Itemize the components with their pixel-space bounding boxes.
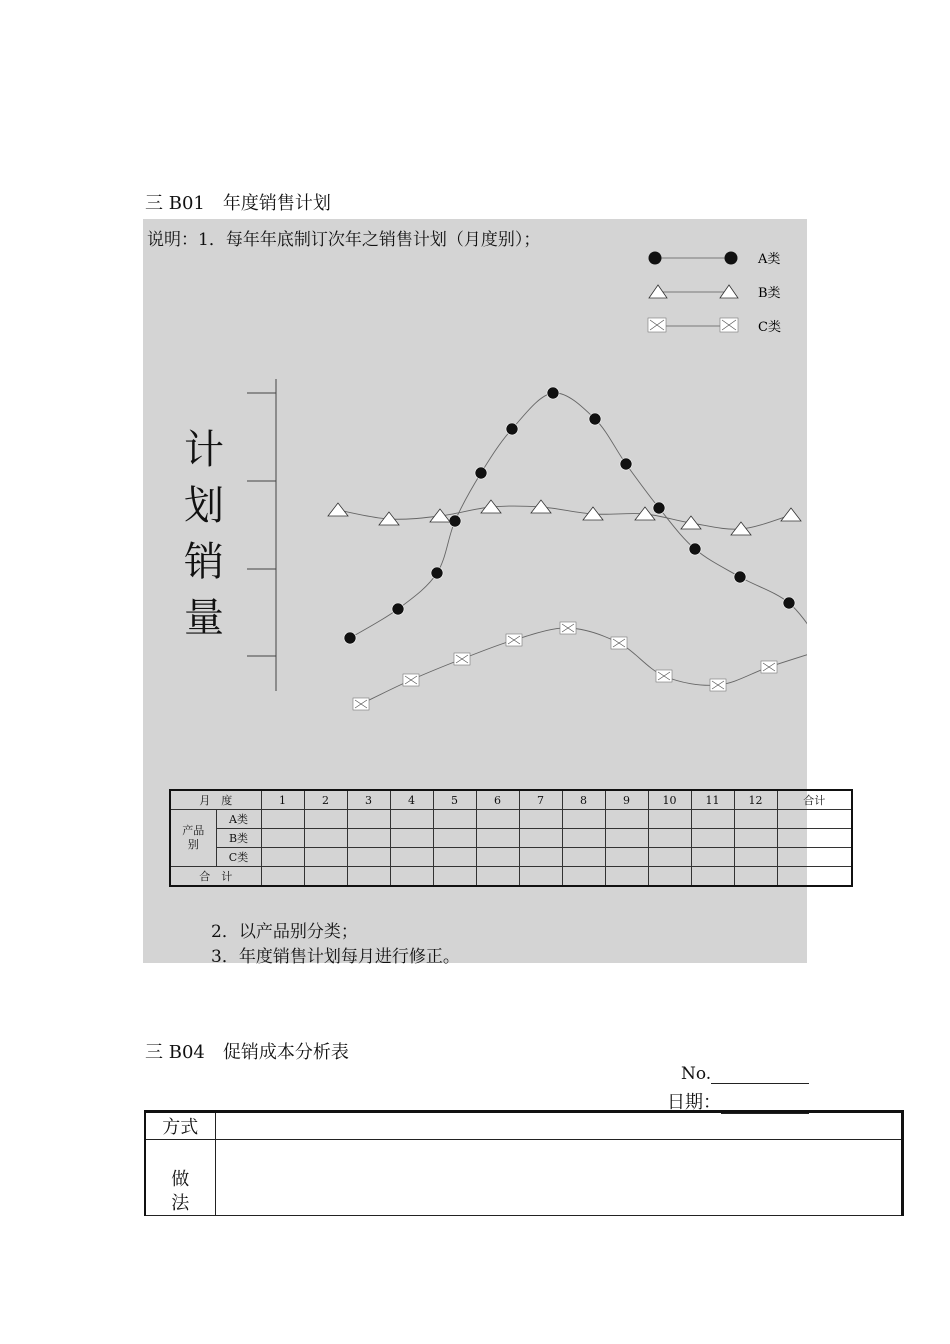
series-1-point-4 bbox=[449, 515, 461, 527]
table-row bbox=[170, 829, 852, 848]
table-cell[interactable] bbox=[648, 829, 691, 848]
series-1-point-6 bbox=[506, 423, 518, 435]
series-3-point-8 bbox=[710, 679, 726, 691]
table-cell[interactable] bbox=[562, 829, 605, 848]
table-cell[interactable] bbox=[390, 848, 433, 867]
legend-a-label: A类 bbox=[758, 252, 781, 267]
series-3-point-2 bbox=[403, 674, 419, 686]
table-cell[interactable] bbox=[777, 810, 852, 829]
table-row-label: B类 bbox=[216, 829, 261, 848]
series-1-point-8 bbox=[589, 413, 601, 425]
row-label-practice bbox=[145, 1140, 215, 1216]
note-line-2: 2．以产品别分类； bbox=[211, 922, 358, 942]
table-row-label: C类 bbox=[216, 848, 261, 867]
table-header-month-2: 2 bbox=[304, 790, 347, 810]
table-cell[interactable] bbox=[605, 867, 648, 887]
table-cell[interactable] bbox=[648, 867, 691, 887]
legend-c-marker-right bbox=[720, 318, 738, 332]
table-header-month-12: 12 bbox=[734, 790, 777, 810]
table-header-month-3: 3 bbox=[347, 790, 390, 810]
series-1-point-5 bbox=[475, 467, 487, 479]
legend-c-marker-left bbox=[648, 318, 666, 332]
chart-legend bbox=[648, 251, 781, 335]
ylabel-char-1: 计 bbox=[184, 427, 224, 473]
chart-ylabel bbox=[180, 427, 230, 660]
date-label: 日期： bbox=[667, 1092, 721, 1113]
series-3-point-7 bbox=[656, 670, 672, 682]
no-input-line[interactable] bbox=[711, 1069, 809, 1084]
legend-b-label: B类 bbox=[758, 286, 781, 301]
table-cell[interactable] bbox=[390, 810, 433, 829]
series-3-point-1 bbox=[353, 698, 369, 710]
legend-c-label: C类 bbox=[758, 320, 781, 335]
table-header-month-11: 11 bbox=[691, 790, 734, 810]
table-header-month-1: 1 bbox=[261, 790, 304, 810]
chart-axis bbox=[247, 379, 276, 691]
table-cell[interactable] bbox=[261, 848, 304, 867]
table-cell[interactable] bbox=[433, 848, 476, 867]
series-1-point-10 bbox=[653, 502, 665, 514]
table-row bbox=[170, 848, 852, 867]
method-cell[interactable] bbox=[215, 1112, 903, 1140]
table-cell[interactable] bbox=[605, 848, 648, 867]
table-row bbox=[170, 810, 852, 829]
table-header-month-10: 10 bbox=[648, 790, 691, 810]
table-cell[interactable] bbox=[433, 867, 476, 887]
table-cell[interactable] bbox=[562, 848, 605, 867]
table-cell[interactable] bbox=[519, 829, 562, 848]
series-3-point-5 bbox=[560, 622, 576, 634]
table-cell[interactable] bbox=[347, 848, 390, 867]
table-header-month-7: 7 bbox=[519, 790, 562, 810]
table-cell[interactable] bbox=[304, 867, 347, 887]
series-line-2 bbox=[338, 506, 791, 529]
series-1-point-9 bbox=[620, 458, 632, 470]
table-header-month-6: 6 bbox=[476, 790, 519, 810]
table-cell[interactable] bbox=[476, 810, 519, 829]
table-cell[interactable] bbox=[261, 867, 304, 887]
series-1-point-12 bbox=[734, 571, 746, 583]
table-cell[interactable] bbox=[777, 829, 852, 848]
series-1-point-3 bbox=[431, 567, 443, 579]
table-cell[interactable] bbox=[476, 867, 519, 887]
table-header-row bbox=[170, 790, 852, 810]
table-cell[interactable] bbox=[734, 867, 777, 887]
table-cell[interactable] bbox=[476, 829, 519, 848]
monthly-sales-table bbox=[169, 789, 853, 887]
table-cell[interactable] bbox=[347, 867, 390, 887]
series-2-point-9 bbox=[731, 522, 751, 535]
promo-cost-table bbox=[144, 1110, 904, 1216]
series-1-point-2 bbox=[392, 603, 404, 615]
series-2-point-3 bbox=[430, 509, 450, 522]
table-cell[interactable] bbox=[648, 848, 691, 867]
note-line-1: 说明：1．每年年底制订次年之销售计划（月度别）； bbox=[147, 230, 541, 250]
table-cell[interactable] bbox=[390, 829, 433, 848]
table-cell[interactable] bbox=[734, 848, 777, 867]
sales-plan-chart bbox=[143, 219, 807, 779]
table-cell[interactable] bbox=[347, 829, 390, 848]
series-line-1 bbox=[350, 393, 807, 645]
table-cell[interactable] bbox=[691, 810, 734, 829]
table-cell[interactable] bbox=[691, 848, 734, 867]
table-cell[interactable] bbox=[347, 810, 390, 829]
series-2-point-10 bbox=[781, 508, 801, 521]
series-3-point-3 bbox=[454, 653, 470, 665]
practice-label-char-1: 做 bbox=[171, 1169, 190, 1191]
ylabel-char-4: 量 bbox=[184, 595, 224, 641]
series-2-point-8 bbox=[681, 516, 701, 529]
legend-a-marker-left bbox=[649, 252, 662, 265]
practice-label-char-2: 法 bbox=[171, 1192, 190, 1214]
table-cell[interactable] bbox=[734, 829, 777, 848]
series-3-point-4 bbox=[506, 634, 522, 646]
series-3-point-6 bbox=[611, 637, 627, 649]
table-cell[interactable] bbox=[304, 848, 347, 867]
table-total-row bbox=[170, 867, 852, 887]
table-cell[interactable] bbox=[519, 810, 562, 829]
note-line-3: 3．年度销售计划每月进行修正。 bbox=[211, 947, 460, 967]
practice-cell[interactable] bbox=[215, 1140, 903, 1216]
series-1-point-1 bbox=[344, 632, 356, 644]
table-cell[interactable] bbox=[691, 829, 734, 848]
table-total-label: 合 计 bbox=[170, 867, 261, 887]
table-cell[interactable] bbox=[734, 810, 777, 829]
table-cell[interactable] bbox=[476, 848, 519, 867]
no-field bbox=[681, 1064, 809, 1084]
table-cell[interactable] bbox=[519, 867, 562, 887]
table-cell[interactable] bbox=[433, 829, 476, 848]
table-header-total: 合计 bbox=[777, 790, 852, 810]
table-header-month-8: 8 bbox=[562, 790, 605, 810]
table-header-month-4: 4 bbox=[390, 790, 433, 810]
series-2-point-1 bbox=[328, 503, 348, 516]
section-title-b04: 三 B04 促销成本分析表 bbox=[145, 1042, 349, 1063]
legend-a-marker-right bbox=[725, 252, 738, 265]
table-group-label: 产品别 bbox=[170, 810, 216, 867]
table-row-label: A类 bbox=[216, 810, 261, 829]
table-cell[interactable] bbox=[648, 810, 691, 829]
table-cell[interactable] bbox=[519, 848, 562, 867]
table-cell[interactable] bbox=[777, 867, 852, 887]
series-1-point-11 bbox=[689, 543, 701, 555]
series-3-point-9 bbox=[761, 661, 777, 673]
table-cell[interactable] bbox=[304, 810, 347, 829]
table-cell[interactable] bbox=[562, 810, 605, 829]
table-cell[interactable] bbox=[433, 810, 476, 829]
table-cell[interactable] bbox=[390, 867, 433, 887]
ylabel-char-3: 销 bbox=[184, 539, 224, 585]
table-cell[interactable] bbox=[777, 848, 852, 867]
ylabel-char-2: 划 bbox=[184, 483, 224, 529]
table-cell[interactable] bbox=[304, 829, 347, 848]
table-cell[interactable] bbox=[562, 867, 605, 887]
row-label-method: 方式 bbox=[145, 1112, 215, 1140]
table-header-month-5: 5 bbox=[433, 790, 476, 810]
series-1-point-7 bbox=[547, 387, 559, 399]
series-1-point-13 bbox=[783, 597, 795, 609]
table-cell[interactable] bbox=[605, 829, 648, 848]
table-cell[interactable] bbox=[605, 810, 648, 829]
table-cell[interactable] bbox=[691, 867, 734, 887]
table-cell[interactable] bbox=[261, 810, 304, 829]
series-line-3 bbox=[361, 628, 807, 704]
table-header-month-9: 9 bbox=[605, 790, 648, 810]
section-title-b01: 三 B01 年度销售计划 bbox=[145, 193, 331, 214]
table-header-month: 月 度 bbox=[170, 790, 261, 810]
table-cell[interactable] bbox=[261, 829, 304, 848]
no-label: No. bbox=[681, 1064, 712, 1084]
